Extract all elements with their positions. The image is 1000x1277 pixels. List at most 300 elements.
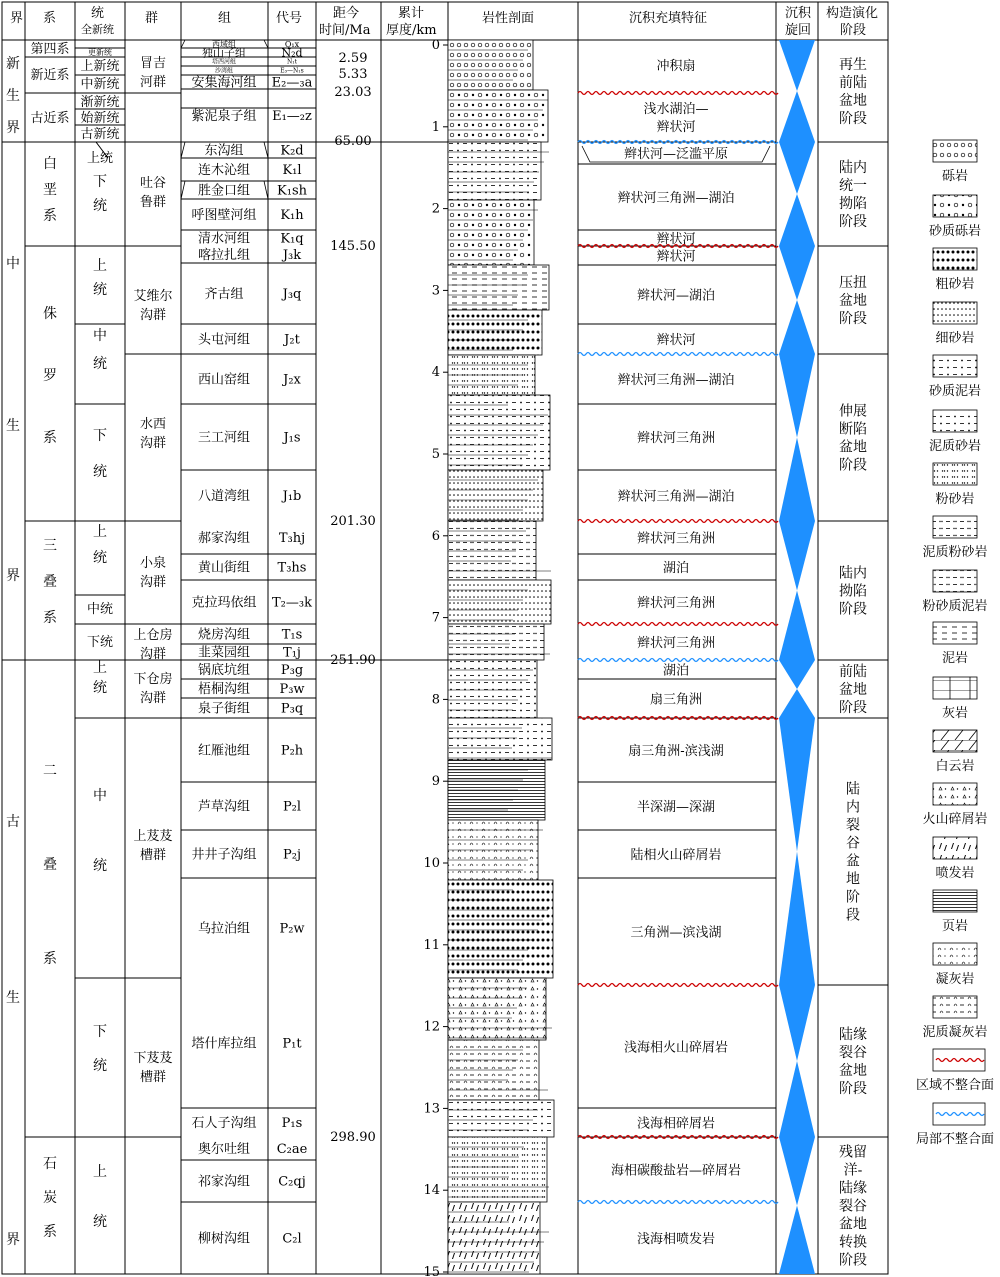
era-paleozoic-char-1: 古 [6, 814, 20, 830]
legend-swatch [933, 730, 977, 752]
formation-name: 烧房沟组 [197, 627, 251, 643]
header-cycle-1: 沉积 [785, 6, 812, 21]
tectonic-stage-line: 统一 [839, 178, 867, 194]
system-triassic-char: 叠 [43, 574, 57, 590]
formation-name: 黄山街组 [197, 560, 251, 576]
formation-name: 柳树沟组 [197, 1231, 251, 1247]
cycle-triangle-up [779, 689, 815, 718]
formation-code: T₁j [283, 645, 301, 661]
lithology-bed [448, 580, 551, 624]
formation-name: 西域组 [212, 39, 236, 49]
system-permian-char: 叠 [43, 857, 57, 873]
formation-code: K₁q [280, 231, 304, 247]
formation-row [198, 1141, 308, 1157]
formation-code: P₂l [282, 799, 302, 815]
system-carboniferous-char: 系 [43, 1224, 57, 1240]
formation-row [191, 847, 301, 863]
legend-item [929, 195, 981, 239]
formation-row [198, 332, 301, 348]
tectonic-stage-line: 阶段 [839, 1081, 867, 1097]
series-jurassic-middle-char: 中 [93, 328, 107, 344]
tectonic-stage-line: 洋- [843, 1162, 863, 1179]
legend-swatch [933, 355, 977, 377]
tectonic-stage-line: 阶段 [839, 311, 867, 327]
era-paleozoic-char-3: 界 [6, 1232, 20, 1248]
depth-tick-label: 10 [423, 856, 440, 871]
header-code: 代号 [276, 11, 303, 26]
series-carboniferous-upper-char: 上 [93, 1164, 107, 1180]
depth-tick-label: 0 [431, 38, 440, 53]
group-xiacangfanggou [133, 671, 172, 706]
formation-code: J₁b [282, 489, 302, 505]
legend-label: 粗砂岩 [935, 277, 975, 292]
system-quaternary: 第四系 [30, 42, 70, 57]
formation-code: C₂qj [278, 1174, 306, 1190]
formation-name: 紫泥泉子组 [191, 109, 257, 125]
depth-tick-label: 11 [423, 937, 440, 953]
series-triassic-upper [93, 524, 107, 566]
tectonic-stage-line: 阶段 [839, 214, 867, 230]
lithology-bed [448, 470, 543, 521]
era-mesozoic-char-1: 中 [6, 256, 20, 272]
formation-code: J₂x [283, 372, 301, 388]
legend-swatch [933, 622, 977, 644]
tectonic-stage-line: 陆缘 [839, 1027, 867, 1043]
legend-swatch [933, 677, 977, 699]
formation-code: P₃g [280, 663, 304, 679]
formation-name: 祁家沟组 [197, 1174, 251, 1190]
group-label: 沟群 [139, 647, 167, 662]
sedimentary-label: 辫状河三角洲 [636, 596, 716, 611]
cycle-triangle-up [779, 1061, 815, 1137]
tectonic-stage-line: 阶段 [839, 700, 867, 716]
legend-swatch [933, 516, 977, 538]
group-label: 冒吉 [139, 56, 167, 71]
legend-swatch [933, 140, 977, 162]
formation-code: P₂j [283, 847, 301, 863]
legend-item [933, 730, 977, 774]
tectonic-stage-line: 前陆 [839, 75, 867, 91]
formation-code: E₂—₃a [271, 75, 313, 91]
sedimentary-label: 辫状河 [656, 120, 696, 135]
tectonic-stage-line: 裂 [846, 817, 860, 834]
sedimentary-label: 辫状河—泛滥平原 [623, 147, 729, 162]
formation-code: K₂d [280, 143, 304, 159]
series-jurassic-middle [93, 327, 107, 372]
formation-row [215, 67, 304, 75]
cycle-triangle-up [779, 91, 815, 142]
local-unconformity-line [578, 659, 778, 662]
header-series-sub: 全新统 [81, 23, 114, 36]
formation-row [198, 702, 303, 717]
legend-swatch [933, 570, 977, 592]
legend-item [933, 248, 977, 292]
legend-label: 灰岩 [941, 706, 969, 721]
formation-row [191, 208, 304, 223]
formation-name: 呼图壁河组 [191, 208, 257, 224]
series-pliocene: 上新统 [80, 59, 120, 74]
series-paleocene: 古新统 [80, 127, 120, 142]
series-column [80, 47, 119, 1230]
formation-row [191, 108, 312, 124]
tectonic-stage-line: 盆地 [839, 439, 867, 456]
group-shangjijicao [133, 829, 172, 863]
formation-name: 郝家沟组 [197, 531, 251, 547]
formation-row [198, 162, 302, 178]
sedimentary-label: 辫状河三角洲—湖泊 [617, 191, 735, 206]
series-permian-middle-char: 中 [93, 788, 107, 804]
system-permian-char: 二 [43, 763, 57, 779]
series-triassic-middle: 中统 [86, 602, 114, 617]
series-triassic-upper-char: 统 [93, 550, 107, 566]
formation-name: 东沟组 [204, 143, 244, 159]
formation-row [198, 183, 308, 199]
legend-swatch [933, 302, 977, 324]
legend-item [933, 140, 977, 184]
tectonic-stage-line: 前陆 [839, 664, 867, 680]
tectonic-stage-line: 裂谷 [839, 1045, 867, 1061]
sedimentary-label: 辫状河—湖泊 [636, 288, 716, 304]
cycle-triangle-up [779, 852, 815, 986]
formation-code: C₂l [282, 1231, 302, 1247]
system-jurassic-char: 系 [43, 430, 57, 446]
cycle-triangle-down [779, 142, 815, 194]
series-pleistocene: 更新统 [88, 48, 112, 57]
depth-axis [423, 38, 448, 1277]
tectonic-stage-line: 阶段 [839, 457, 867, 474]
sedimentary-label: 浅海相碎屑岩 [636, 1116, 716, 1132]
formation-code: N₁t [286, 58, 298, 66]
formation-row [198, 1175, 306, 1190]
era-cenozoic-char-1: 新 [6, 56, 20, 72]
legend-label: 砂质砾岩 [928, 224, 982, 239]
formation-row [204, 286, 301, 302]
tectonic-stage-line: 阶段 [839, 1252, 867, 1269]
group-label: 沟群 [139, 691, 167, 706]
header-thickness-1: 累计 [398, 6, 425, 21]
formation-row [191, 595, 312, 611]
group-shangcangfanggou [133, 627, 172, 662]
tectonic-stage-line: 陆内 [839, 160, 867, 176]
formation-code: E₃—N₁s [280, 67, 304, 75]
group-label: 上仓房 [133, 628, 173, 643]
series-permian-upper [93, 660, 107, 696]
group-label: 沟群 [139, 575, 167, 590]
table-header [10, 5, 878, 38]
depth-tick-label: 13 [423, 1101, 440, 1117]
age-5.33: 5.33 [338, 67, 368, 82]
tectonic-stage-line: 残留 [839, 1144, 867, 1161]
sedimentary-label: 辫状河 [656, 333, 696, 348]
tectonic-stage [839, 1026, 867, 1097]
formation-name: 芦草沟组 [197, 799, 251, 815]
formation-name: 奥尔吐组 [197, 1142, 251, 1158]
formation-row [198, 530, 305, 546]
tectonic-stage [839, 663, 867, 716]
formation-name: 乌拉泊组 [197, 921, 251, 937]
tectonic-stage-line: 阶段 [839, 601, 867, 618]
sedimentary-column [582, 58, 770, 1247]
legend-item [922, 516, 987, 560]
series-carboniferous-upper-char: 统 [93, 1214, 107, 1230]
group-xiaoquangou [140, 556, 166, 590]
group-label: 沟群 [139, 308, 167, 323]
age-201.30: 201.30 [330, 514, 376, 529]
series-permian-upper-char: 统 [93, 680, 107, 696]
tectonic-stage-line: 段 [846, 907, 860, 924]
depth-tick-label: 12 [423, 1019, 440, 1035]
legend-swatch [933, 837, 977, 859]
formation-row [198, 627, 302, 643]
system-permian [43, 763, 57, 967]
header-time-2: 时间/Ma [319, 23, 371, 38]
depth-tick-label: 1 [431, 119, 440, 135]
system-jurassic-char: 侏 [43, 306, 57, 322]
series-cretaceous-lower-char: 下 [93, 174, 107, 190]
system-cretaceous-char: 系 [43, 208, 57, 224]
local-unconformity-line [578, 353, 778, 356]
series-eocene: 始新统 [80, 111, 120, 126]
legend-item [916, 1049, 994, 1093]
sedimentary-label: 湖泊 [662, 561, 690, 576]
tectonic-stage [839, 403, 867, 474]
sedimentary-label: 辫状河三角洲—湖泊 [617, 373, 735, 388]
formation-row [191, 75, 312, 91]
legend-label: 区域不整合面 [915, 1078, 995, 1093]
tectonic-stage-line: 盆地 [839, 293, 867, 309]
system-cretaceous [43, 156, 57, 224]
header-system: 系 [43, 11, 57, 26]
regional-unconformity-line [578, 623, 778, 626]
system-triassic-char: 三 [43, 538, 57, 554]
series-permian-lower [93, 1024, 107, 1074]
tectonic-stage-line: 谷 [846, 835, 860, 852]
header-formation: 组 [218, 11, 232, 26]
tectonic-stage-line: 内 [846, 799, 860, 816]
depth-tick-label: 2 [431, 201, 440, 217]
formation-name: 克拉玛依组 [191, 595, 257, 611]
formation-name: 塔什库拉组 [191, 1036, 257, 1052]
formation-name: 泉子街组 [197, 701, 251, 717]
system-paleogene: 古近系 [30, 111, 70, 126]
depth-tick-label: 6 [431, 528, 440, 544]
lithology-bed [448, 395, 550, 470]
system-triassic-char: 系 [43, 610, 57, 626]
formation-name: 喀拉扎组 [197, 248, 251, 264]
formation-code: J₃q [282, 287, 302, 303]
tectonic-stage [839, 565, 867, 618]
depth-tick-label: 9 [431, 774, 440, 790]
lithology-profile [448, 40, 554, 1274]
series-jurassic-upper [93, 258, 107, 298]
series-carboniferous-upper [93, 1164, 107, 1230]
formation-code: E₁—₂z [272, 109, 312, 125]
header-lithology: 岩性剖面 [482, 11, 535, 26]
depth-tick-label: 8 [431, 692, 440, 708]
tectonic-stage-line: 拗陷 [839, 583, 867, 600]
system-jurassic [43, 306, 57, 446]
group-maojihe [140, 55, 166, 90]
group-shuixigou [140, 416, 166, 451]
formation-code: T₂—₃k [272, 595, 312, 611]
formation-row [198, 1231, 302, 1247]
group-aiweiergou [133, 288, 172, 323]
tectonic-stage-line: 陆缘 [839, 1180, 867, 1197]
legend-swatch [933, 1103, 985, 1125]
system-triassic [43, 538, 57, 626]
tectonic-stage-line: 陆 [846, 781, 860, 798]
legend-label: 火山碎屑岩 [922, 812, 988, 827]
legend-label: 局部不整合面 [915, 1132, 995, 1147]
lithology-bed [448, 90, 548, 142]
tectonic-stage-line: 阶 [846, 889, 860, 906]
header-tectonic-2: 阶段 [840, 23, 867, 38]
formation-code: C₂ae [276, 1142, 308, 1158]
sedimentary-label: 冲积扇 [656, 59, 696, 74]
formation-code: K₁h [280, 208, 304, 224]
sedimentary-label: 辫状河三角洲 [636, 636, 716, 651]
formation-name: 石人子沟组 [191, 1116, 257, 1132]
sedimentary-label: 辫状河三角洲—湖泊 [617, 489, 735, 505]
series-jurassic-lower [93, 428, 107, 480]
depth-tick-label: 14 [423, 1183, 440, 1199]
legend-item [933, 622, 977, 666]
formation-code: K₁sh [277, 183, 307, 199]
era-cenozoic-char-2: 生 [6, 88, 20, 104]
formation-name: 独山子组 [202, 46, 246, 60]
formation-row [198, 372, 302, 388]
sedimentary-label: 辫状河三角洲 [636, 531, 716, 547]
tectonic-stage-line: 压扭 [839, 275, 867, 291]
legend-item [933, 302, 977, 346]
cycle-triangle-up [779, 300, 815, 354]
lithology-bed [448, 310, 542, 355]
formation-code: P₃q [280, 701, 304, 717]
tectonic-stage-line: 盆地 [839, 93, 867, 109]
formation-name: 井井子沟组 [191, 847, 257, 863]
lithology-bed [448, 40, 533, 90]
sedimentary-label: 海相碳酸盐岩—碎屑岩 [610, 1163, 742, 1179]
formation-column [181, 39, 313, 1247]
formation-row [198, 800, 301, 815]
age-column [330, 51, 376, 1145]
sedimentary-label: 扇三角洲 [649, 692, 703, 708]
age-2.59: 2.59 [338, 51, 368, 66]
tectonic-stage-line: 阶段 [839, 111, 867, 127]
formation-row [198, 921, 305, 937]
legend-item [922, 570, 987, 614]
system-cretaceous-char: 垩 [43, 182, 57, 198]
system-jurassic-char: 罗 [43, 368, 57, 384]
tectonic-stage-line: 盆地 [839, 1216, 867, 1233]
series-cretaceous-lower-char: 统 [93, 198, 107, 214]
legend-item [933, 943, 977, 987]
cycle-triangle-down [779, 246, 815, 300]
era-mesozoic-char-2: 生 [6, 418, 20, 434]
depth-tick-label: 3 [431, 283, 440, 299]
legend-label: 泥质砂岩 [928, 439, 982, 454]
formation-name: 胜金口组 [197, 183, 251, 199]
cycle-column [779, 40, 815, 1274]
cycle-triangle-up [779, 438, 815, 522]
cycle-triangle-down [779, 521, 815, 591]
header-cycle-2: 旋回 [785, 23, 812, 38]
sedimentary-label: 浅海相喷发岩 [636, 1232, 716, 1247]
formation-code: P₁s [281, 1116, 303, 1132]
legend-item [933, 837, 977, 881]
system-column [30, 42, 69, 1240]
sedimentary-label: 浅海相火山碎屑岩 [623, 1040, 729, 1056]
legend-label: 粉砂岩 [935, 492, 975, 507]
tectonic-column [839, 56, 867, 1269]
tectonic-stage-line: 盆地 [839, 1063, 867, 1079]
formation-name: 红雁池组 [197, 743, 251, 759]
age-65.00: 65.00 [334, 134, 372, 149]
legend-swatch [933, 410, 977, 432]
sedimentary-label: 浅水湖泊— [643, 102, 709, 117]
tectonic-stage-line: 陆内 [839, 565, 867, 582]
formation-row [198, 744, 304, 759]
legend-item [922, 996, 987, 1040]
legend-item [933, 463, 977, 507]
formation-code: T₁s [281, 627, 303, 643]
legend-item [929, 355, 981, 399]
series-triassic-lower: 下统 [86, 635, 114, 650]
tectonic-stage-line: 断陷 [839, 421, 867, 438]
regional-unconformity-line [578, 92, 778, 95]
age-23.03: 23.03 [334, 85, 372, 100]
tectonic-stage-line: 拗陷 [839, 196, 867, 212]
tectonic-stage [839, 274, 867, 327]
lithology-bed [448, 1202, 540, 1274]
system-cretaceous-char: 白 [43, 156, 57, 172]
formation-name: 三工河组 [197, 430, 251, 446]
formation-code: N₂d [281, 46, 303, 60]
lithology-bed [448, 142, 541, 200]
group-label: 上芨芨 [133, 829, 173, 844]
formation-row [198, 488, 301, 504]
system-carboniferous-char: 石 [43, 1156, 57, 1172]
era-cenozoic-char-3: 界 [6, 120, 20, 136]
tectonic-stage-line: 转换 [839, 1234, 867, 1251]
system-permian-char: 系 [43, 951, 57, 967]
group-label: 下仓房 [133, 672, 173, 687]
legend-label: 喷发岩 [935, 866, 975, 881]
group-xiajijicao [133, 1051, 172, 1085]
header-thickness-2: 厚度/km [386, 23, 437, 38]
depth-tick-label: 5 [431, 447, 440, 462]
lithology-bed [448, 265, 549, 310]
sedimentary-label: 三角洲—滨浅湖 [630, 925, 722, 941]
header-era: 界 [10, 11, 24, 26]
tectonic-stage [839, 56, 867, 127]
lithology-bed [448, 718, 552, 760]
formation-code: P₁t [282, 1036, 302, 1052]
formation-name: 清水河组 [197, 231, 251, 247]
formation-code: P₃w [279, 682, 305, 698]
formation-name: 韭菜园组 [197, 645, 251, 661]
legend-item [933, 677, 977, 721]
formation-code: J₂t [284, 332, 300, 348]
age-145.50: 145.50 [330, 239, 376, 254]
formation-name: 沙湾组 [214, 67, 234, 75]
legend-label: 砂质泥岩 [928, 384, 982, 399]
formation-name: 八道湾组 [197, 489, 251, 505]
series-permian-middle-char: 统 [93, 858, 107, 874]
group-column [133, 55, 172, 1085]
sedimentary-label: 辫状河 [656, 232, 696, 247]
legend-swatch [933, 463, 977, 485]
